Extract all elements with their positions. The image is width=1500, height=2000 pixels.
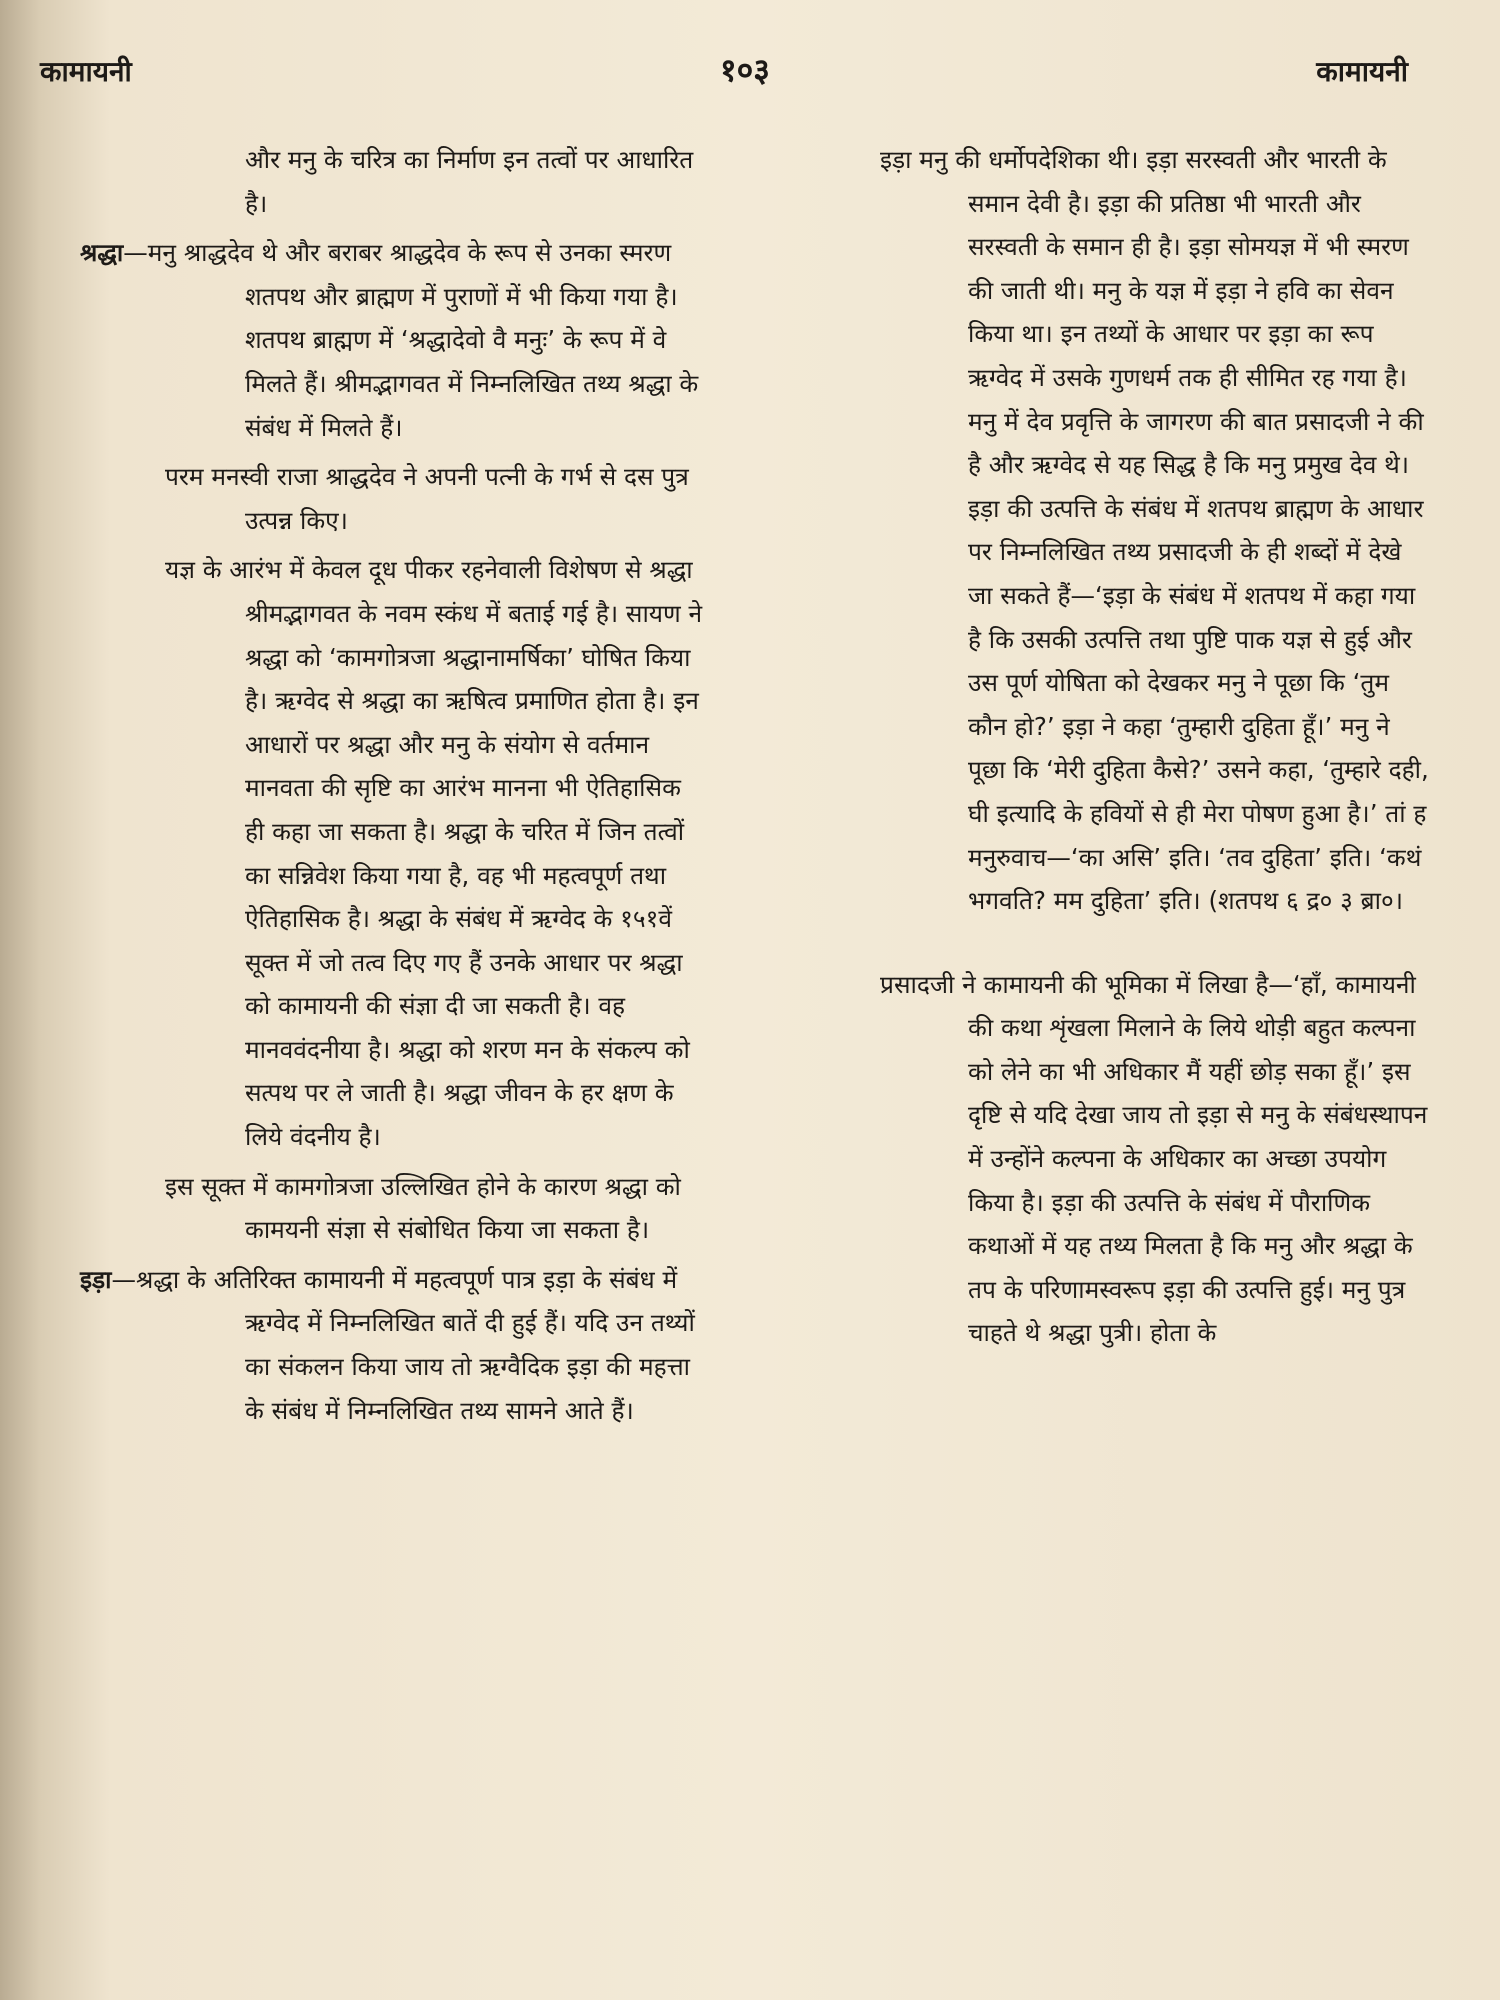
shraddha-text: —मनु श्राद्धदेव थे और बराबर श्राद्धदेव के रूप से उनका स्मरण शतपथ और ब्राह्मण में पुराणों में भी किया गया है। शतपथ ब्राह्मण में ‘श्रद्धादेवो वै मनुः’ के रूप में वे मिलते हैं। श्रीमद्भागवत में निम्नलिखित तथ्य श्रद्धा के संबंध में मिलते हैं। bbox=[123, 238, 699, 442]
left-column bbox=[80, 138, 705, 1438]
running-title-left: कामायनी bbox=[40, 55, 132, 88]
intro-continuation: और मनु के चरित्र का निर्माण इन तत्वों पर आधारित है। bbox=[245, 145, 694, 218]
ida-entry bbox=[80, 1258, 705, 1432]
ida-term: इड़ा bbox=[80, 1264, 112, 1294]
paragraph-param: परम मनस्वी राजा श्राद्धदेव ने अपनी पत्नी के गर्भ से दस पुत्र उत्पन्न किए। bbox=[165, 462, 689, 535]
paragraph-prasad: प्रसादजी ने कामायनी की भूमिका में लिखा है—‘हाँ, कामायनी की कथा शृंखला मिलाने के लिये थोड़ी बहुत कल्पना को लेने का भी अधिकार मैं यहीं छोड़ सका हूँ।’ इस दृष्टि से यदि देखा जाय तो इड़ा से मनु के संबंधस्थापन में उन्होंने कल्पना के अधिकार का अच्छा उपयोग किया है। इड़ा की उत्पत्ति के संबंध में पौराणिक कथाओं में यह तथ्य मिलता है कि मनु और श्रद्धा के तप के परिणामस्वरूप इड़ा की उत्पत्ति हुई। मनु पुत्र चाहते थे श्रद्धा पुत्री। होता के bbox=[880, 969, 1428, 1348]
shraddha-entry bbox=[80, 231, 705, 449]
paragraph-gap bbox=[880, 923, 1430, 963]
paragraph-yagya: यज्ञ के आरंभ में केवल दूध पीकर रहनेवाली विशेषण से श्रद्धा श्रीमद्भागवत के नवम स्कंध में बताई गई है। सायण ने श्रद्धा को ‘कामगोत्रजा श्रद्धानामर्षिका’ घोषित किया है। ऋग्वेद से श्रद्धा का ऋषित्व प्रमाणित होता है। इन आधारों पर श्रद्धा और मनु के संयोग से वर्तमान मानवता की सृष्टि का आरंभ मानना भी ऐतिहासिक ही कहा जा सकता है। श्रद्धा के चरित में जिन तत्वों का सन्निवेश किया गया है, वह भी महत्वपूर्ण तथा ऐतिहासिक है। श्रद्धा के संबंध में ऋग्वेद के १५१वें सूक्त में जो तत्व दिए गए हैं उनके आधार पर श्रद्धा को कामायनी की संज्ञा दी जा सकती है। वह मानववंदनीया है। श्रद्धा को शरण मन के संकल्प को सत्पथ पर ले जाती है। श्रद्धा जीवन के हर क्षण के लिये वंदनीय है। bbox=[165, 555, 703, 1152]
shraddha-term: श्रद्धा bbox=[80, 238, 124, 268]
paragraph-ida-dharma: इड़ा मनु की धर्मोपदेशिका थी। इड़ा सरस्वती और भारती के समान देवी है। इड़ा की प्रतिष्ठा भी भारती और सरस्वती के समान ही है। इड़ा सोमयज्ञ में भी स्मरण की जाती थी। मनु के यज्ञ में इड़ा ने हवि का सेवन किया था। इन तथ्यों के आधार पर इड़ा का रूप ऋग्वेद में उसके गुणधर्म तक ही सीमित रह गया है। मनु में देव प्रवृत्ति के जागरण की बात प्रसादजी ने की है और ऋग्वेद से यह सिद्ध है कि मनु प्रमुख देव थे। इड़ा की उत्पत्ति के संबंध में शतपथ ब्राह्मण के आधार पर निम्नलिखित तथ्य प्रसादजी के ही शब्दों में देखे जा सकते हैं—‘इड़ा के संबंध में शतपथ में कहा गया है कि उसकी उत्पत्ति तथा पुष्टि पाक यज्ञ से हुई और उस पूर्ण योषिता को देखकर मनु ने पूछा कि ‘तुम कौन हो?’ इड़ा ने कहा ‘तुम्हारी दुहिता हूँ।’ मनु ने पूछा कि ‘मेरी दुहिता कैसे?’ उसने कहा, ‘तुम्हारे दही, घी इत्यादि के हवियों से ही मेरा पोषण हुआ है।’ तां ह मनुरुवाच—‘का असि’ इति। ‘तव दुहिता’ इति। ‘कथं भगवति? मम दुहिता’ इति। (शतपथ ६ द्र० ३ ब्रा०। bbox=[880, 145, 1429, 916]
ida-text: —श्रद्धा के अतिरिक्त कामायनी में महत्वपूर्ण पात्र इड़ा के संबंध में ऋग्वेद में निम्नलिखित बातें दी हुई हैं। यदि उन तथ्यों का संकलन किया जाय तो ऋग्वैदिक इड़ा की महत्ता के संबंध में निम्नलिखित तथ्य सामने आते हैं। bbox=[111, 1264, 695, 1425]
paragraph-sukt: इस सूक्त में कामगोत्रजा उल्लिखित होने के कारण श्रद्धा को कामयनी संज्ञा से संबोधित किया जा सकता है। bbox=[165, 1171, 681, 1245]
running-title-right: कामायनी bbox=[1316, 55, 1408, 88]
page-number: १०३ bbox=[720, 51, 770, 89]
page-header bbox=[40, 52, 1420, 92]
right-column bbox=[880, 138, 1430, 1355]
